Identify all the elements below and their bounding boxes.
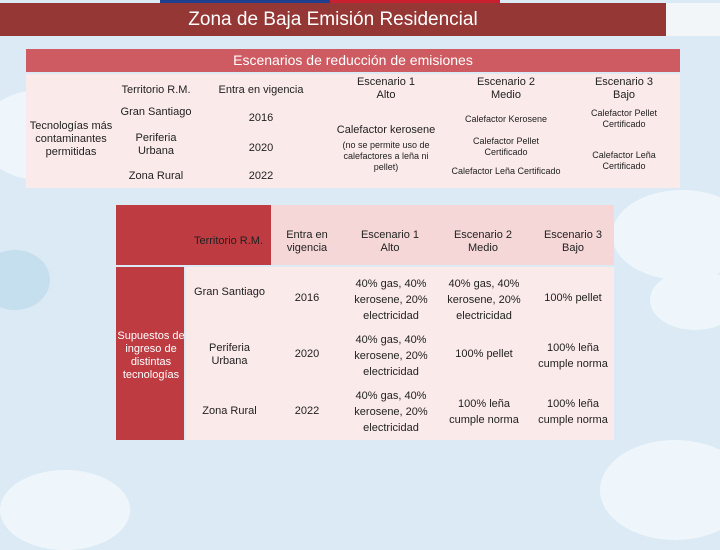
t2-col-header-esc2: Escenario 2 Medio: [453, 229, 513, 254]
esc3-lena: Calefactor Leña Certificado: [592, 150, 656, 171]
row-label-tech: Tecnologías más contaminantes permitidas: [29, 120, 113, 158]
cloud-decoration: [0, 250, 50, 310]
t2-row3-esc1: 40% gas, 40% kerosene, 20% electricidad: [354, 390, 428, 434]
year-2020: 2020: [248, 142, 274, 154]
t2-row2-esc3: 100% leña cumple norma: [538, 342, 608, 370]
t2-row1-esc2: 40% gas, 40% kerosene, 20% electricidad: [447, 278, 521, 322]
col-header-esc1: Escenario 1 Alto: [356, 76, 416, 101]
t2-col-header-territory: Territorio R.M.: [193, 235, 264, 247]
territory-periferia: Periferia Urbana: [135, 132, 177, 157]
t2-row3-territory: Zona Rural: [202, 405, 257, 417]
t2-row-label: Supuestos de ingreso de distintas tecnologías: [117, 330, 185, 381]
esc1-note: (no se permite uso de calefactores a leña ni pellet): [342, 140, 430, 172]
page-title: [0, 3, 666, 36]
t2-row2-esc2: 100% pellet: [455, 348, 513, 360]
t2-row3-esc2: 100% leña cumple norma: [449, 398, 519, 426]
year-2022: 2022: [248, 170, 274, 182]
esc3-pellet: Calefactor Pellet Certificado: [590, 108, 658, 129]
col-header-territory: Territorio R.M.: [121, 84, 191, 96]
t2-col-header-vigencia: Entra en vigencia: [286, 229, 328, 254]
col-header-vigencia: Entra en vigencia: [218, 84, 304, 96]
t2-row1-territory: Gran Santiago: [194, 286, 265, 298]
esc2-lena: Calefactor Leña Certificado: [451, 166, 561, 176]
col-header-esc2: Escenario 2 Medio: [476, 76, 536, 101]
t2-col-header-esc1: Escenario 1 Alto: [360, 229, 420, 254]
cloud-decoration: [650, 270, 720, 330]
t2-row3-year: 2022: [294, 405, 320, 417]
cloud-decoration: [600, 440, 720, 540]
esc1-main: Calefactor kerosene: [336, 124, 436, 136]
t2-row1-year: 2016: [294, 292, 320, 304]
t2-col-header-esc3: Escenario 3 Bajo: [543, 229, 603, 254]
section-header: Escenarios de reducción de emisiones: [26, 49, 680, 72]
year-2016: 2016: [248, 112, 274, 124]
t2-row3-esc3: 100% leña cumple norma: [538, 398, 608, 426]
esc2-pellet: Calefactor Pellet Certificado: [472, 136, 540, 157]
cloud-decoration: [0, 470, 130, 550]
t2-row2-year: 2020: [294, 348, 320, 360]
cloud-decoration: [612, 190, 720, 280]
territory-rural: Zona Rural: [128, 170, 184, 182]
territory-gran-santiago: Gran Santiago: [120, 106, 192, 118]
esc2-kerosene: Calefactor Kerosene: [464, 114, 548, 124]
title-bar-gap: [666, 3, 720, 36]
t2-row1-esc3: 100% pellet: [544, 292, 602, 304]
table-technologies: [26, 74, 680, 188]
t2-row2-esc1: 40% gas, 40% kerosene, 20% electricidad: [354, 334, 428, 378]
t2-row1-esc1: 40% gas, 40% kerosene, 20% electricidad: [354, 278, 428, 322]
col-header-esc3: Escenario 3 Bajo: [594, 76, 654, 101]
page-title-text: Zona de Baja Emisión Residencial: [188, 9, 478, 30]
t2-row2-territory: Periferia Urbana: [209, 342, 250, 367]
